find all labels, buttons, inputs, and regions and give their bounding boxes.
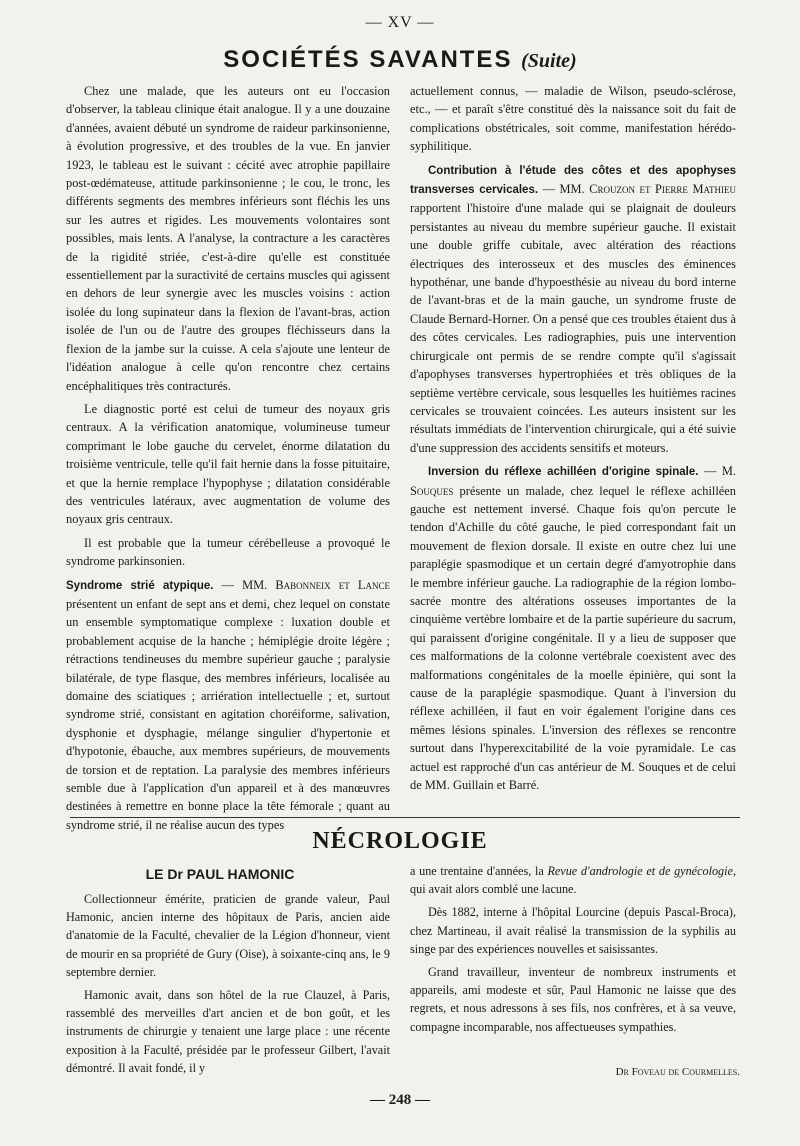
article-title: Inversion du réflexe achilléen d'origine spinale. xyxy=(428,466,699,479)
article-authors: — M. Souques xyxy=(410,464,736,498)
text-run: a une trentaine d'années, la xyxy=(410,864,544,878)
paragraph xyxy=(410,462,736,794)
page-number-roman: — XV — xyxy=(365,14,435,31)
right-column xyxy=(410,82,736,799)
journal-name: Revue d'andrologie et de gynécologie, xyxy=(547,864,736,878)
section-title xyxy=(0,46,800,74)
obituary-title: NÉCROLOGIE xyxy=(312,828,488,854)
obituary-left-column xyxy=(66,890,390,1082)
obituary-subtitle: LE Dr PAUL HAMONIC xyxy=(145,866,295,882)
article-text: présente un malade, chez lequel le réflexe achilléen gauche est nettement inversé. Chaque fois qu'on percute le tendon d'Achille du côté gauche, le pied correspondant fait un mouvement de flexion dorsale. Il existe en outre chez lui une paraplégie spasmodique et un certain degré d'amyotrophie dans le membre inférieur gauche. La radiographie de la région lombo-sacrée montre des altérations osseuses importantes de la cinquième vertèbre lombaire et de la partie supérieure du sacrum, qui paraissent d'origine congénitale. Il y a lieu de supposer que ces malformations de la colonne vertébrale coexistent avec des malformations congénitales de la moelle épinière, qui sont la cause de la paraplégie spasmodique. Quant à l'inversion du réflexe achilléen, il faut en voir également l'origine dans ces mêmes lésions spinales. L'inversion des réflexes se rencontre surtout dans l'hyperexcitabilité de la voie pyramidale. Le cas actuel est rapproché d'un cas antérieur de M. Souques et de celui de MM. Guillain et Barré. xyxy=(410,483,736,793)
left-column xyxy=(66,82,390,839)
paragraph xyxy=(66,576,390,835)
article-authors: — MM. Babonneix et Lance xyxy=(221,577,390,592)
paragraph: actuellement connus, — maladie de Wilson, pseudo-sclérose, etc., — et paraît s'être constitué dès la naissance soit du fait de complications obstétricales, soit comme, manifestation hérédo-syphilitique. xyxy=(410,84,736,154)
paragraph: Grand travailleur, inventeur de nombreux instruments et appareils, ami modeste et sûr, Paul Hamonic ne laisse que des regrets, et nous adressons à ses fils, nos confrères, et à sa veuve, compagne incomparable, nos affectueuses sympathies. xyxy=(410,965,736,1034)
article-authors: — MM. Crouzon et Pierre Mathieu xyxy=(542,182,736,197)
article-text: rapportent l'histoire d'une malade qui se plaignait de douleurs persistantes au niveau du membre supérieur gauche. Il existait une double griffe cubitale, avec altération des réactions électriques des interosseux et des muscles des éminences hypothénar, une bande d'hypoesthésie au niveau du bord interne de l'avant-bras et de la main gauche, un syndrome fruste de Claude Bernard-Horner. On a pensé que ces troubles étaient dus à des côtes cervicales. Les radiographies, puis une intervention chirurgicale ont permis de se rendre compte qu'il s'agissait d'apophyses transverses hypertrophiées et très obliques de la septième vertèbre cervicale, sous lesquelles les huitièmes racines cervicales se trouvaient coincées. Les auteurs insistent sur les résultats immédiats de l'intervention chirurgicale, qui a été suivie d'une suppression des accidents sensitifs et moteurs. xyxy=(410,201,736,455)
paragraph: Il est probable que la tumeur cérébelleuse a provoqué le syndrome parkinsonien. xyxy=(66,535,390,569)
paragraph: Le diagnostic porté est celui de tumeur des noyaux gris centraux. A la vérification anatomique, volumineuse tumeur comprimant le lobe gauche du cervelet, énorme dilatation du troisième ventricule, telle qu'il fait hernie dans la fosse pituitaire, et que la hernie remplace l'hypophyse ; dilatation considérable des ventricules latéraux, avec augmentation de volume des noyaux gris centraux. xyxy=(66,401,390,527)
text-run: qui avait alors comblé une lacune. xyxy=(410,882,577,897)
obituary-right-column xyxy=(410,862,736,1041)
section-divider xyxy=(70,817,740,818)
paragraph: Collectionneur émérite, praticien de grande valeur, Paul Hamonic, ancien interne des hôpitaux de Paris, ancien aide d'anatomie de la Faculté, chevalier de la Légion d'honneur, vient de mourir en sa propriété de Gury (Oise), à soixante-cinq ans, le 9 septembre dernier. xyxy=(66,892,390,979)
signature: Dr Foveau de Courmelles. xyxy=(615,1066,740,1078)
paragraph: Dès 1882, interne à l'hôpital Lourcine (depuis Pascal-Broca), chez Martineau, il avait réalisé la transmission de la syphilis au singe par des expériences nouvelles et saisissantes. xyxy=(410,905,736,956)
page-number: — 248 — xyxy=(370,1092,430,1108)
paragraph xyxy=(410,161,736,458)
section-title-text: SOCIÉTÉS SAVANTES xyxy=(223,46,513,73)
article-text: présentent un enfant de sept ans et demi, chez lequel on constate un ensemble symptomatique complexe : luxation double et probablement acquise de la hanche ; hémiplégie droite légère ; rétractions tendineuses du membre supérieur gauche ; paralysie bilatérale, de type flasque, des membres inférieurs, localisée au domaine des sciatiques ; arriération intellectuelle ; et, surtout syndrome strié, consistant en agitation choréiforme, salivation, dysphonie et dysphagie, mélange singulier d'hypertonie et d'hypotonie, ébauche, aux membres supérieurs, de mouvements de torsion et de reptation. La paralysie des membres inférieurs semble due à l'application d'un appareil et à des manœuvres destinées à remettre en bonne place la tête fémorale ; quant au syndrome strié, il ne réalise aucun des types xyxy=(66,596,390,832)
article-title: Contribution à l'étude des côtes et des apophyses transverses cervicales. xyxy=(410,164,736,197)
paragraph: Chez une malade, que les auteurs ont eu l'occasion d'observer, la tableau clinique était analogue. Il y a une douzaine d'années, avaient débuté un syndrome de raideur parkinsonienne, à évolution progressive, et des troubles de la vue. En janvier 1923, le tableau est le suivant : cécité avec atrophie papillaire post-œdémateuse, attitude parkinsonienne ; le cou, le tronc, les différents segments des membres inférieurs sont fléchis les uns sur les autres et rigides. Les mouvements volontaires sont possibles, mais lents. A l'analyse, la contracture a les caractères de la rigidité striée, c'est-à-dire qu'elle est constituée essentiellement par la suractivité de certains muscles qui agissent en dehors de leur synergie avec les muscles voisins : action isolée du long supinateur dans la flexion de l'avant-bras, action isolée de l'un ou de l'autre des groupes fléchisseurs dans la flexion de la jambe sur la cuisse. A cela s'ajoute une lenteur de l'idéation analogue à celle qu'on rencontre chez certains encéphalitiques très contracturés. xyxy=(66,84,390,393)
article-title: Syndrome strié atypique. xyxy=(66,579,214,592)
paragraph xyxy=(410,862,736,898)
paragraph: Hamonic avait, dans son hôtel de la rue Clauzel, à Paris, rassemblé des merveilles d'art ancien et de bon goût, et les instruments de chirurgie y tenaient une large place : une récente exposition à la Faculté, présidée par le professeur Gilbert, l'avait démontré. Il avait fondé, il y xyxy=(66,988,390,1075)
section-title-suffix: (Suite) xyxy=(521,50,577,72)
